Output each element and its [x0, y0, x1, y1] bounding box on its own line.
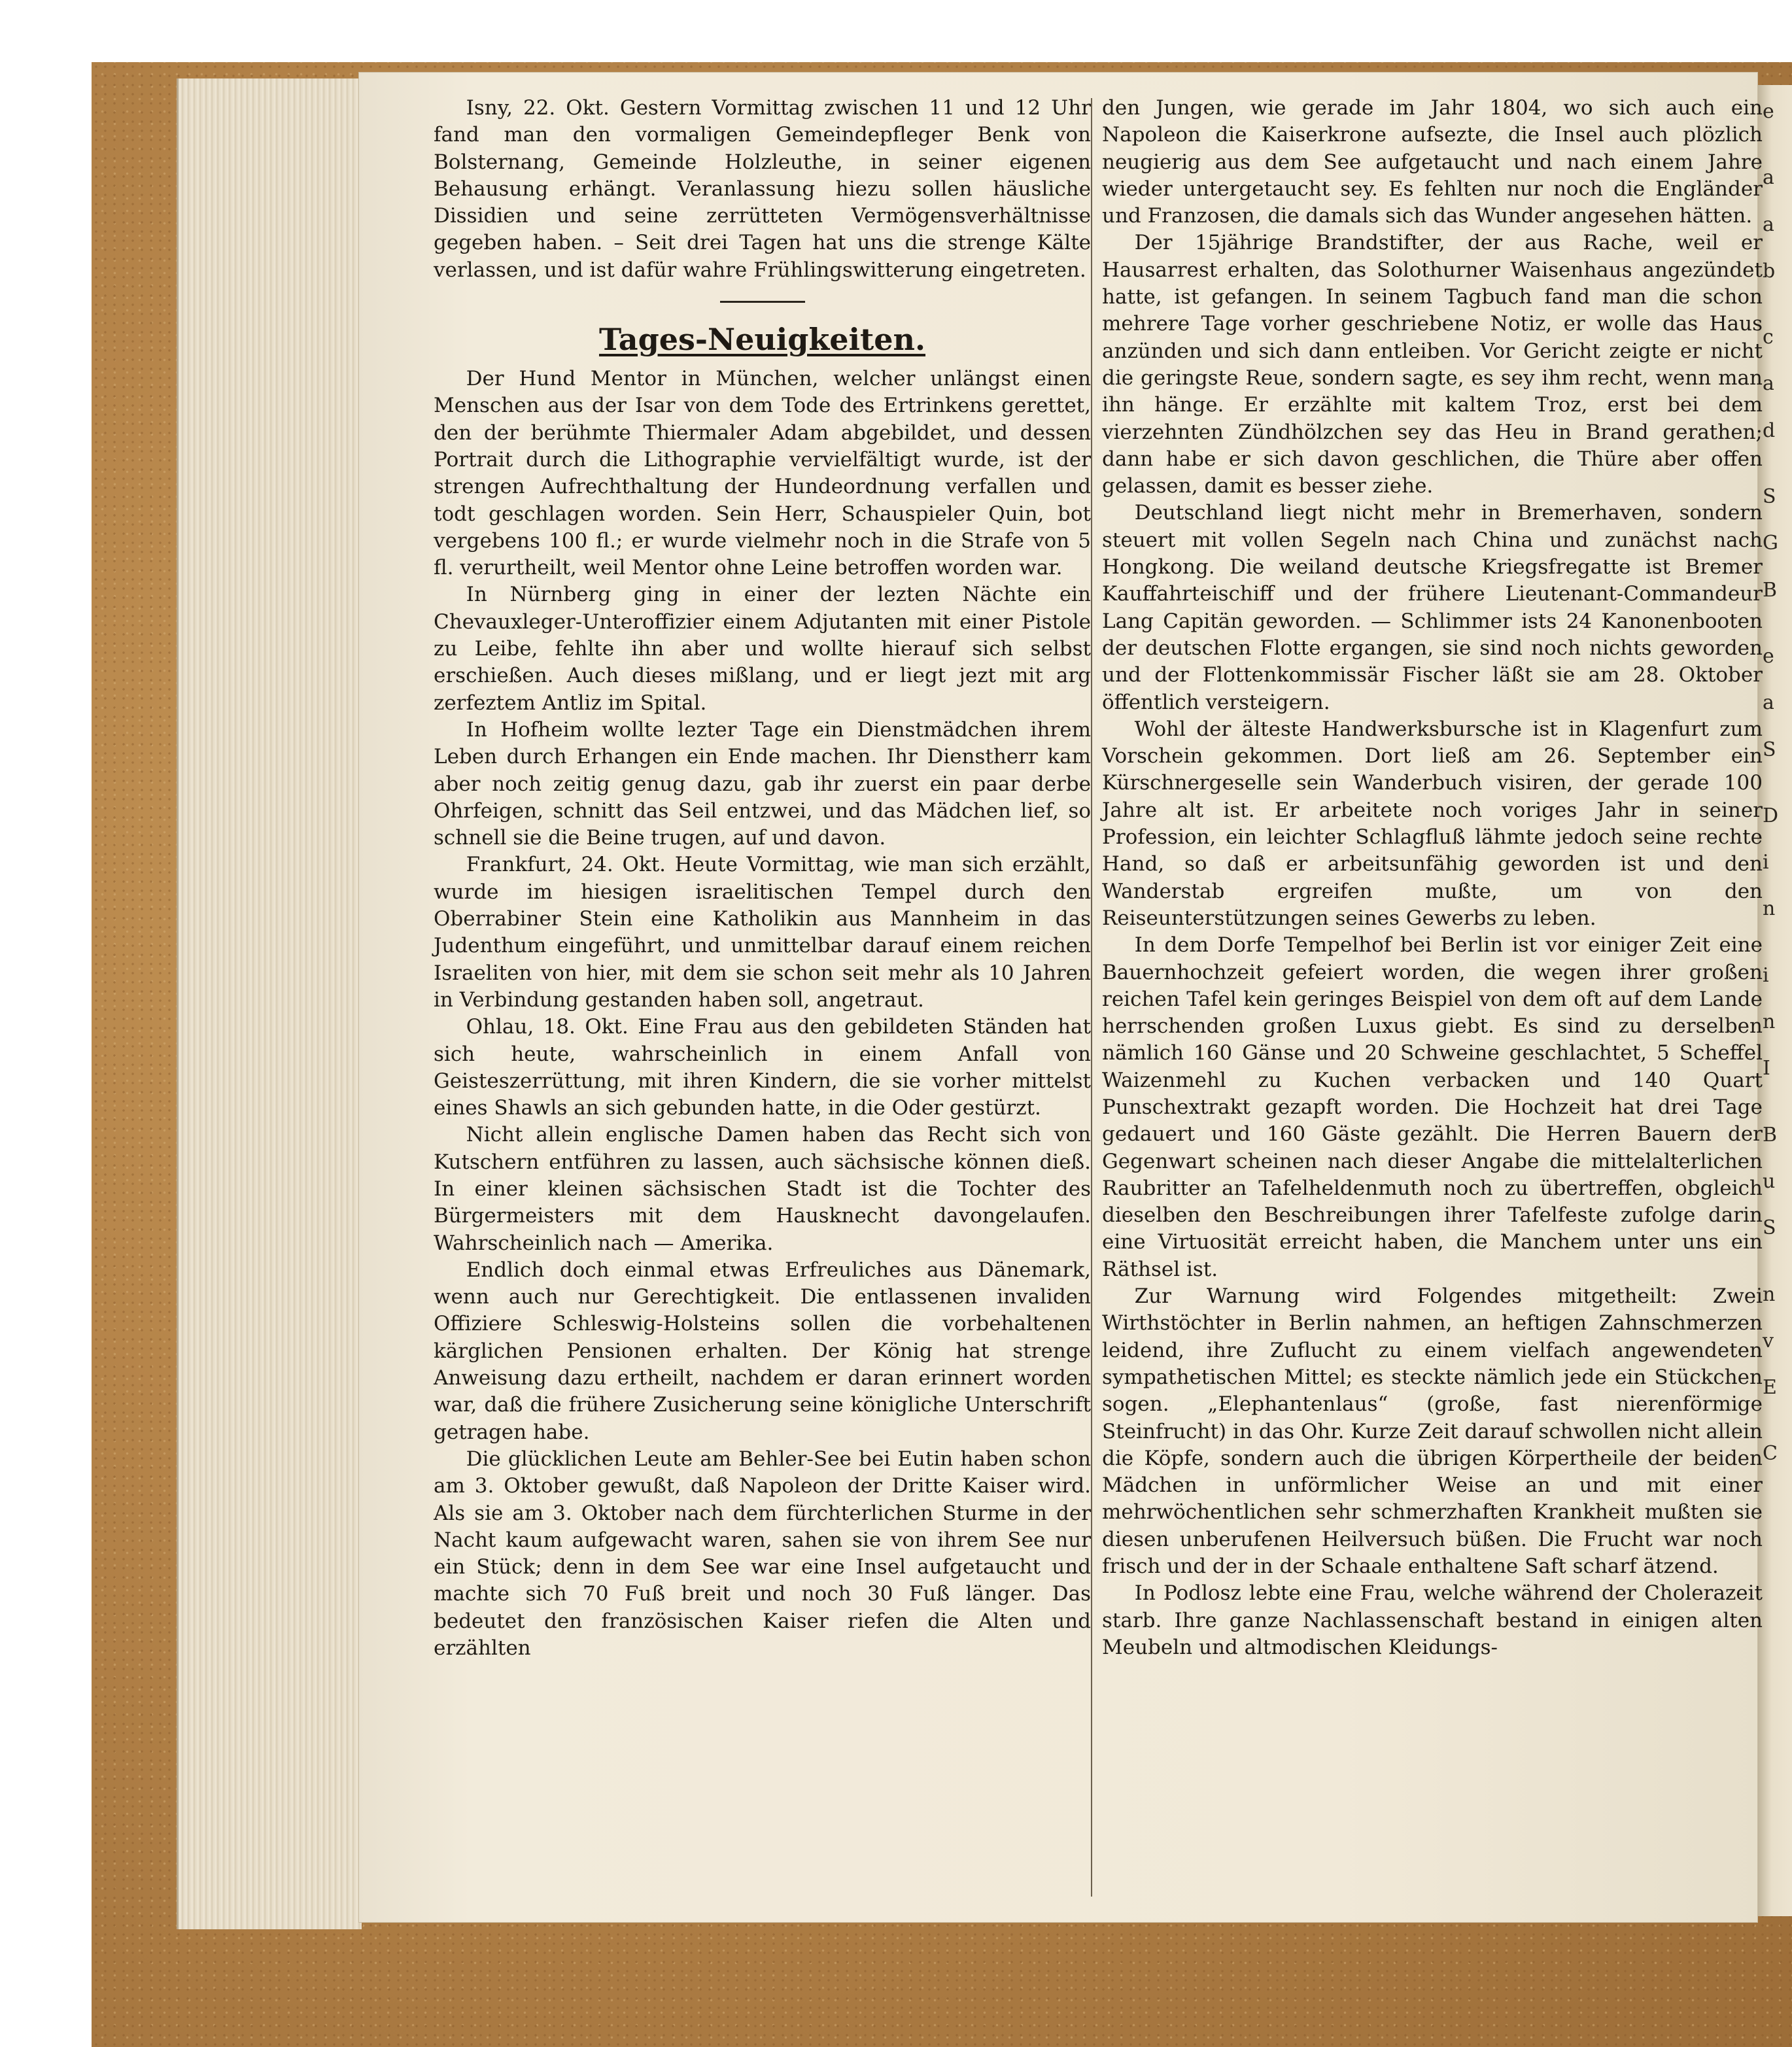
margin-letter: I — [1763, 1057, 1770, 1080]
margin-letter: e — [1763, 644, 1774, 668]
article-klagenfurt: Wohl der älteste Handwerksbursche ist in Klagenfurt zum Vorschein gekommen. Dort ließ am 26. September ein Kürschnergeselle sein Wanderbuch visiren, der gerade 100 Jahre alt ist. Er arbeitete noch voriges Jahr in seiner Profession, ein leichter Schlagfluß lähmte jedoch seine rechte Hand, so daß er arbeitsunfähig geworden ist und den Wanderstab ergreifen mußte, um von den Reiseunterstützungen seines Gewerbs zu leben. — [1102, 717, 1763, 930]
margin-letter: i — [1763, 851, 1769, 874]
right-column — [1102, 95, 1763, 1661]
newspaper-page — [358, 72, 1763, 1923]
margin-letter: v — [1763, 1329, 1774, 1352]
article-nuernberg: In Nürnberg ging in einer der lezten Nächte ein Chevauxleger-Unteroffizier einem Adjutanten mit einer Pistole zu Leibe, fehlte ihn aber und wollte hierauf sich selbst erschießen. Auch dieses mißlang, und er liegt jezt mit arg zerfeztem Antliz im Spital. — [434, 583, 1091, 715]
margin-letter: D — [1763, 804, 1779, 827]
margin-letter: u — [1763, 1169, 1776, 1193]
article-isny: Isny, 22. Okt. Gestern Vormittag zwischen 11 und 12 Uhr fand man den vormaligen Gemeindepfleger Benk von Bolsternang, Gemeinde Holzleuthe, in seiner eigenen Behausung erhängt. Veranlassung hiezu sollen häusliche Dissidien und seine zerrütteten Vermögensverhältnisse gegeben haben. – Seit drei Tagen hat uns die strenge Kälte verlassen, und ist dafür wahre Frühlingswitterung eingetreten. — [434, 96, 1091, 282]
article-saechsische-stadt: Nicht allein englische Damen haben das Recht sich von Kutschern entführen zu lassen, auch sächsische können dieß. In einer kleinen sächsischen Stadt ist die Tochter des Bürgermeisters mit dem Hausknecht davongelaufen. Wahrscheinlich nach — Amerika. — [434, 1123, 1091, 1255]
section-heading: Tages-Neuigkeiten. — [598, 322, 926, 358]
article-tempelhof: In dem Dorfe Tempelhof bei Berlin ist vor einiger Zeit eine Bauernhochzeit gefeiert worden, die wegen ihrer großen reichen Tafel kein geringes Beispiel von dem oft auf dem Lande herrschenden großen Luxus giebt. Es sind zu derselben nämlich 160 Gänse und 20 Schweine geschlachtet, 5 Scheffel Waizenmehl zu Kuchen verbacken und 140 Quart Punschextrakt gezapft worden. Die Hochzeit hat drei Tage gedauert und 160 Gäste gezählt. Die Herren Bauern der Gegenwart scheinen nach dieser Angabe die mittelalterlichen Raubritter an Tafelheldenmuth noch zu übertreffen, obgleich dieselben den Beschreibungen ihrer Tafelfeste zufolge darin eine Virtuosität erreicht haben, die Manchem unter uns ein Räthsel ist. — [1102, 933, 1763, 1281]
margin-letter: a — [1763, 372, 1774, 396]
margin-letter: S — [1763, 1216, 1776, 1240]
article-brandstifter: Der 15jährige Brandstifter, der aus Rache, weil er Hausarrest erhalten, das Solothurner Waisenhaus angezündet hatte, ist gefangen. In seinem Tagbuch fand man die schon mehrere Tage vorher geschriebene Notiz, er wolle das Haus anzünden und sich dann entleiben. Vor Gericht zeigte er nicht die geringste Reue, sondern sagte, es sey ihm recht, wenn man ihn hänge. Er erzählte mit kaltem Troz, erst bei dem vierzehnten Zündhölzchen sey das Heu in Brand gerathen; dann habe er sich davon geschlichen, die Thüre aber offen gelassen, damit es besser ziehe. — [1102, 231, 1763, 498]
margin-letter: G — [1763, 532, 1778, 555]
margin-letter: d — [1763, 419, 1776, 442]
article-ohlau: Ohlau, 18. Okt. Eine Frau aus den gebildeten Ständen hat sich heute, wahrscheinlich in einem Anfall von Geisteszerrüttung, mit ihren Kindern, die sie vorher mittelst eines Shawls an sich gebunden hatte, in die Oder gestürzt. — [434, 1015, 1091, 1120]
margin-letter: S — [1763, 485, 1776, 509]
page-edges — [177, 78, 362, 1929]
margin-letter: B — [1763, 1123, 1778, 1146]
margin-letter: i — [1763, 963, 1769, 987]
margin-letter: S — [1763, 738, 1776, 761]
margin-letter: c — [1763, 326, 1774, 349]
margin-letter: C — [1763, 1442, 1778, 1466]
article-hofheim: In Hofheim wollte lezter Tage ein Dienstmädchen ihrem Leben durch Erhangen ein Ende machen. Ihr Dienstherr kam aber noch zeitig genug dazu, gab ihr zuerst ein paar derbe Ohrfeigen, schnitt das Seil entzwei, und das Mädchen lief, so schnell sie die Beine trugen, auf und davon. — [434, 717, 1091, 850]
margin-letter: e — [1763, 100, 1774, 123]
margin-letter: B — [1763, 578, 1778, 602]
column-divider — [1091, 98, 1092, 1897]
article-podlosz: In Podlosz lebte eine Frau, welche während der Cholerazeit starb. Ihre ganze Nachlassenschaft bestand in einigen alten Meubeln und altmodischen Kleidungs- — [1102, 1581, 1763, 1659]
margin-letter: a — [1763, 213, 1774, 236]
article-frankfurt: Frankfurt, 24. Okt. Heute Vormittag, wie man sich erzählt, wurde im hiesigen israelitischen Tempel durch den Oberrabiner Stein eine Katholikin aus Mannheim in das Judenthum eingeführt, und unmittelbar darauf einem reichen Israeliten von hier, mit dem sie schon seit mehr als 10 Jahren in Verbindung gestanden haben soll, angetraut. — [434, 853, 1091, 1012]
margin-letter: E — [1763, 1376, 1777, 1400]
margin-letter: b — [1763, 259, 1776, 283]
article-daenemark: Endlich doch einmal etwas Erfreuliches aus Dänemark, wenn auch nur Gerechtigkeit. Die entlassenen invaliden Offiziere Schleswig-Holsteins sollen die vorbehaltenen kärglichen Pensionen erhalten. Der König hat strenge Anweisung dazu ertheilt, nachdem er daran erinnert worden war, daß die frühere Zusicherung seine königliche Unterschrift getragen habe. — [434, 1258, 1091, 1444]
margin-letter: n — [1763, 1282, 1776, 1306]
margin-letter: n — [1763, 897, 1776, 921]
left-column — [434, 95, 1091, 1662]
article-warnung: Zur Warnung wird Folgendes mitgetheilt: Zwei Wirthstöchter in Berlin nahmen, an heftigen Zahnschmerzen leidend, ihre Zuflucht zu einem vielfach angewendeten sympathetischen Mittel; es steckte nämlich jede ein Stückchen sogen. „Elephantenlaus“ (große, fast nierenförmige Steinfrucht) in das Ohr. Kurze Zeit darauf schwollen nicht allein die Köpfe, sondern auch die übrigen Körpertheile der beiden Mädchen in unförmlicher Weise an und mit einer mehrwöchentlichen sehr schmerzhaften Krankheit mußten sie diesen unberufenen Heilversuch büßen. Die Frucht war noch frisch und der in der Schaale enthaltene Saft scharf ätzend. — [1102, 1284, 1763, 1579]
margin-letter: n — [1763, 1010, 1776, 1034]
margin-letter: a — [1763, 166, 1774, 190]
article-behler-see-cont: den Jungen, wie gerade im Jahr 1804, wo sich auch ein Napoleon die Kaiserkrone aufsezte, die Insel auch plözlich neugierig aus dem See aufgetaucht und nach einem Jahre wieder untergetaucht sey. Es fehlten nur noch die Engländer und Franzosen, die damals sich das Wunder angesehen hätten. — [1102, 96, 1763, 228]
article-hund-mentor: Der Hund Mentor in München, welcher unlängst einen Menschen aus der Isar von dem Tode des Ertrinkens gerettet, den der berühmte Thiermaler Adam abgebildet, und dessen Portrait durch die Lithographie vervielfältigt wurde, ist der strengen Aufrechthaltung der Hundeordnung verfallen und todt geschlagen worden. Sein Herr, Schauspieler Quin, bot vergebens 100 fl.; er wurde vielmehr noch in die Strafe von 5 fl. verurtheilt, weil Mentor ohne Leine betroffen worden war. — [434, 367, 1091, 580]
article-behler-see: Die glücklichen Leute am Behler-See bei Eutin haben schon am 3. Oktober gewußt, daß Napoleon der Dritte Kaiser wird. Als sie am 3. Oktober nach dem fürchterlichen Sturme in der Nacht kaum aufgewacht waren, sahen sie von ihrem See nur ein Stück; denn in dem See war eine Insel aufgetaucht und machte sich 70 Fuß breit und noch 30 Fuß länger. Das bedeutet den französischen Kaiser riefen die Alten und erzählten — [434, 1447, 1091, 1660]
section-rule — [720, 301, 805, 303]
margin-letter: a — [1763, 691, 1774, 715]
next-page-margin-letters — [1763, 98, 1789, 1487]
article-deutschland: Deutschland liegt nicht mehr in Bremerhaven, sondern steuert mit vollen Segeln nach China und zunächst nach Hongkong. Die weiland deutsche Kriegsfregatte ist Bremer Kauffahrteischiff und der frühere Lieutenant-Commandeur Lang Capitän geworden. — Schlimmer ists 24 Kanonenbooten der deutschen Flotte ergangen, sie sind noch nichts geworden und der Flottenkommissär Fischer läßt sie am 28. Oktober öffentlich versteigern. — [1102, 501, 1763, 714]
